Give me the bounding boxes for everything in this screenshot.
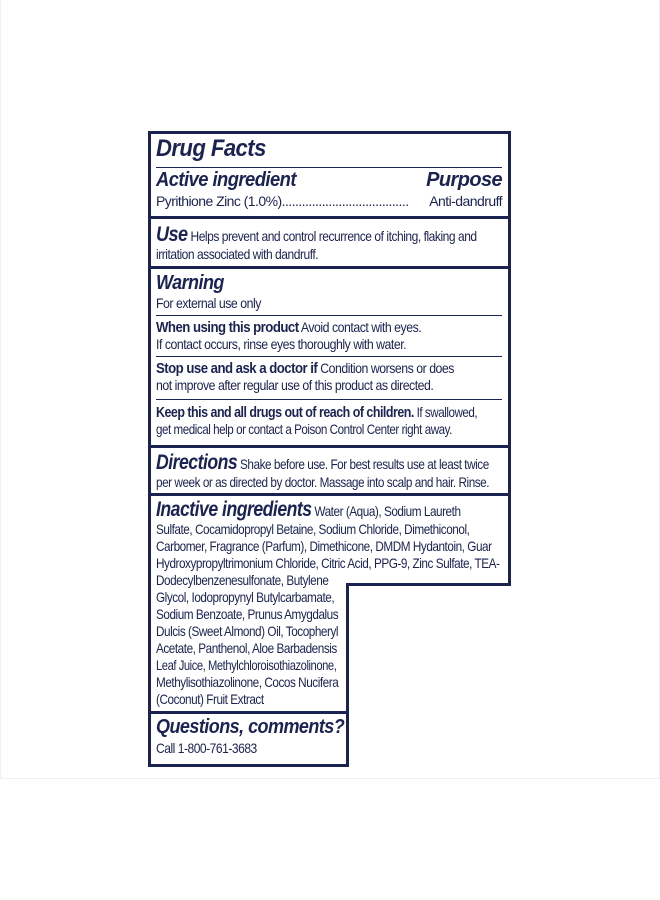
- inactive-line: (Coconut) Fruit Extract: [156, 691, 264, 707]
- warning-subtitle: For external use only: [156, 295, 261, 311]
- when-using-line-2: If contact occurs, rinse eyes thoroughly with water.: [156, 336, 407, 352]
- active-ingredient-row: [156, 193, 502, 210]
- use-section: [156, 224, 529, 263]
- inactive-line: Sulfate, Cocamidopropyl Betaine, Sodium Chloride, Dimethiconol,: [156, 521, 470, 537]
- inactive-line: Dulcis (Sweet Almond) Oil, Tocopheryl: [156, 623, 339, 639]
- questions-phone: Call 1-800-761-3683: [156, 740, 257, 756]
- inactive-line: Acetate, Panthenol, Aloe Barbadensis: [156, 640, 337, 656]
- keep-away-line-1: If swallowed,: [416, 404, 478, 420]
- inactive-line: Sodium Benzoate, Prunus Amygdalus: [156, 606, 339, 622]
- divider: [156, 399, 502, 400]
- keep-away-section: [156, 404, 543, 438]
- stop-use-section: [156, 360, 495, 394]
- directions-heading: Directions: [156, 451, 238, 474]
- directions-section: [156, 452, 553, 491]
- ingredient-name: Pyrithione Zinc (1.0%): [156, 193, 282, 209]
- inactive-line: Glycol, Iodopropynyl Butylcarbamate,: [156, 589, 335, 605]
- drug-facts-title: Drug Facts: [156, 135, 266, 162]
- divider-thick: [148, 493, 511, 496]
- inactive-line: Water (Aqua), Sodium Laureth: [314, 503, 461, 519]
- inactive-ingredients-section: [156, 499, 565, 708]
- inactive-line: Methylisothiazolinone, Cocos Nucifera: [156, 674, 339, 690]
- keep-away-line-2: get medical help or contact a Poison Control Center right away.: [156, 421, 452, 437]
- use-heading: Use: [156, 223, 188, 246]
- divider-thick: [148, 216, 511, 219]
- questions-heading: Questions, comments?: [156, 716, 345, 738]
- stop-use-line-2: not improve after regular use of this product as directed.: [156, 377, 434, 393]
- divider: [156, 315, 502, 316]
- inactive-line: Carbomer, Fragrance (Parfum), Dimethicone, DMDM Hydantoin, Guar: [156, 538, 492, 554]
- active-ingredient-heading: Active ingredient: [156, 169, 296, 191]
- when-using-section: [156, 319, 457, 353]
- ingredient-purpose: Anti-dandruff: [429, 193, 502, 209]
- divider: [156, 167, 502, 168]
- when-using-line-1: Avoid contact with eyes.: [300, 319, 422, 335]
- use-line-1: Helps prevent and control recurrence of itching, flaking and: [190, 228, 477, 244]
- inactive-line: Leaf Juice, Methylchloroisothiazolinone,: [156, 657, 337, 673]
- divider-thick: [148, 266, 511, 269]
- keep-away-label: Keep this and all drugs out of reach of children.: [156, 404, 414, 421]
- stop-use-line-1: Condition worsens or does: [320, 360, 454, 376]
- directions-line-2: per week or as directed by doctor. Massage into scalp and hair. Rinse.: [156, 474, 490, 490]
- inactive-ingredients-heading: Inactive ingredients: [156, 498, 312, 521]
- when-using-label: When using this product: [156, 319, 299, 336]
- divider-thick: [148, 445, 511, 448]
- divider-thick: [148, 711, 348, 714]
- use-line-2: irritation associated with dandruff.: [156, 246, 319, 262]
- inactive-line: Hydroxypropyltrimonium Chloride, Citric Acid, PPG-9, Zinc Sulfate, TEA-: [156, 555, 500, 571]
- divider: [156, 356, 502, 357]
- inactive-line: Dodecylbenzenesulfonate, Butylene: [156, 572, 329, 588]
- dot-leader: ......................................: [281, 193, 409, 209]
- directions-line-1: Shake before use. For best results use at least twice: [240, 456, 489, 472]
- stop-use-label: Stop use and ask a doctor if: [156, 360, 318, 377]
- warning-heading: Warning: [156, 272, 224, 294]
- purpose-heading: Purpose: [426, 169, 502, 191]
